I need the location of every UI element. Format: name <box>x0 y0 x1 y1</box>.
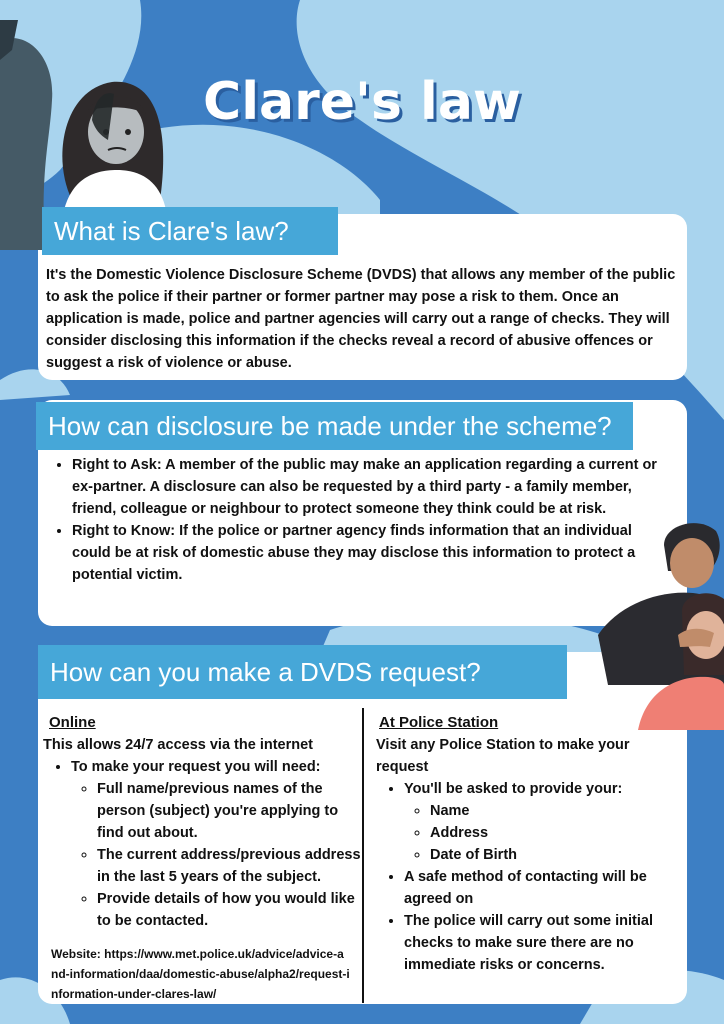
station-title: At Police Station <box>379 714 499 731</box>
list-item: ◦ Address <box>430 822 676 844</box>
station-column <box>376 712 676 976</box>
list-item: ◦ Name <box>430 800 676 822</box>
online-bullet: To make your request you will need: <box>71 759 321 775</box>
online-column <box>43 712 361 1004</box>
page-title: Clare's law <box>203 72 521 132</box>
what-is-description: It's the Domestic Violence Disclosure Scheme (DVDS) that allows any member of the public to ask the police if their partner or former partner may pose a risk to them. Once an application is made, police and partner agencies will carry out a range of checks. They will consider disclosing this information if the checks reveal a record of abusive offences or suggest a risk of violence or abuse. <box>46 267 676 371</box>
list-item: ◦ The current address/previous address in the last 5 years of the subject. <box>97 844 361 888</box>
online-sub-list <box>71 778 361 932</box>
list-item: • A safe method of contacting will be agreed on <box>404 866 676 910</box>
online-list <box>43 756 361 932</box>
station-intro: Visit any Police Station to make your request <box>376 737 630 775</box>
section-heading-what-is: What is Clare's law? <box>42 207 338 255</box>
section-heading-request: How can you make a DVDS request? <box>38 645 567 699</box>
website-link[interactable]: Website: https://www.met.police.uk/advice/advice-and-information/daa/domestic-abuse/alpha2/request-information-under-clares-law/ <box>51 947 350 1001</box>
list-item: • The police will carry out some initial checks to make sure there are no immediate risks or concerns. <box>404 910 676 976</box>
section-heading-disclosure: How can disclosure be made under the scheme? <box>36 402 633 450</box>
list-item: ◦ Date of Birth <box>430 844 676 866</box>
list-item <box>71 756 361 932</box>
online-title: Online <box>49 714 96 731</box>
list-item: ◦ Full name/previous names of the person (subject) you're applying to find out about. <box>97 778 361 844</box>
station-list <box>376 778 676 976</box>
station-sub-list <box>404 800 676 866</box>
station-bullet-1: You'll be asked to provide your: <box>404 781 623 797</box>
disclosure-list-container <box>44 454 659 586</box>
online-intro: This allows 24/7 access via the internet <box>43 737 313 753</box>
column-divider <box>362 708 364 1003</box>
disclosure-list <box>44 454 659 586</box>
list-item: • Right to Ask: A member of the public may make an application regarding a current or ex-partner. A disclosure can also be requested by a third party - a family member, friend, colleague or neighbour to protect someone they think could be at risk. <box>72 454 659 520</box>
list-item <box>404 778 676 866</box>
list-item: ◦ Provide details of how you would like to be contacted. <box>97 888 361 932</box>
list-item: • Right to Know: If the police or partner agency finds information that an individual could be at risk of domestic abuse they may disclose this information to protect a potential victim. <box>72 520 659 586</box>
